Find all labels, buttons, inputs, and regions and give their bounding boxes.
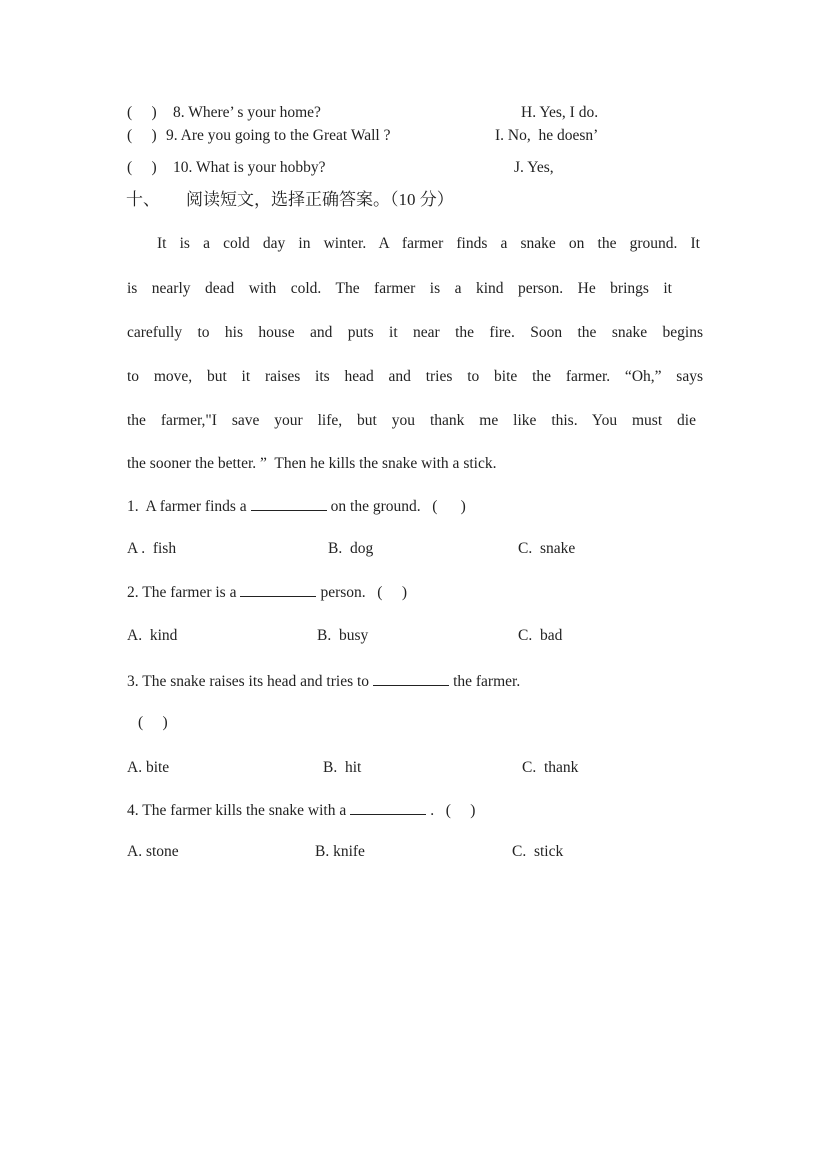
question-text: person. ( ) xyxy=(320,584,407,601)
question-text: on the ground. ( ) xyxy=(330,498,466,515)
option-a: A. bite xyxy=(127,759,170,776)
option-b: B. knife xyxy=(315,843,365,860)
match-question-8: 8. Where’ s your home? xyxy=(173,104,321,121)
answer-paren: ( ) xyxy=(138,714,168,731)
option-a: A . fish xyxy=(127,540,177,557)
option-a: A. kind xyxy=(127,627,178,644)
match-answer-h: H. Yes, I do. xyxy=(521,104,599,121)
option-c: C. thank xyxy=(522,759,579,776)
question-text: 4. The farmer kills the snake with a xyxy=(127,802,347,819)
passage-line: carefully to his house and puts it near the fire. Soon the snake begins xyxy=(127,324,703,341)
section-number: 十、 xyxy=(126,190,160,209)
option-c: C. stick xyxy=(512,843,564,860)
match-answer-i: I. No, he doesn’ xyxy=(495,127,599,144)
answer-blank xyxy=(251,496,327,511)
question-text: the farmer. xyxy=(453,673,521,690)
match-question-9: 9. Are you going to the Great Wall ? xyxy=(166,127,391,144)
passage-line: to move, but it raises its head and tries to bite the farmer. “Oh,” says xyxy=(127,368,703,385)
match-paren-9: ( ) xyxy=(127,127,157,144)
answer-blank xyxy=(373,671,449,686)
match-answer-j: J. Yes, xyxy=(514,159,554,176)
passage-line: the farmer,"I save your life, but you thank me like this. You must die xyxy=(127,412,696,429)
question-3 xyxy=(127,671,520,692)
question-text: 2. The farmer is a xyxy=(127,584,237,601)
match-question-10: 10. What is your hobby? xyxy=(173,159,326,176)
answer-blank xyxy=(350,800,426,815)
option-b: B. busy xyxy=(317,627,369,644)
option-b: B. dog xyxy=(328,540,374,557)
question-4 xyxy=(127,800,475,821)
question-text: 3. The snake raises its head and tries to xyxy=(127,673,370,690)
option-a: A. stone xyxy=(127,843,179,860)
passage-line: is nearly dead with cold. The farmer is a kind person. He brings it xyxy=(127,280,672,297)
option-b: B. hit xyxy=(323,759,362,776)
passage-line: the sooner the better. ” Then he kills the snake with a stick. xyxy=(127,455,497,472)
question-text: 1. A farmer finds a xyxy=(127,498,247,515)
question-2 xyxy=(127,582,407,603)
question-text: . ( ) xyxy=(430,802,476,819)
section-title: 阅读短文，选择正确答案。（10 分） xyxy=(186,190,454,209)
answer-blank xyxy=(240,582,316,597)
match-paren-10: ( ) xyxy=(127,159,157,176)
match-paren-8: ( ) xyxy=(127,104,157,121)
option-c: C. bad xyxy=(518,627,563,644)
option-c: C. snake xyxy=(518,540,576,557)
question-1 xyxy=(127,496,466,517)
passage-line: It is a cold day in winter. A farmer finds a snake on the ground. It xyxy=(157,235,700,252)
